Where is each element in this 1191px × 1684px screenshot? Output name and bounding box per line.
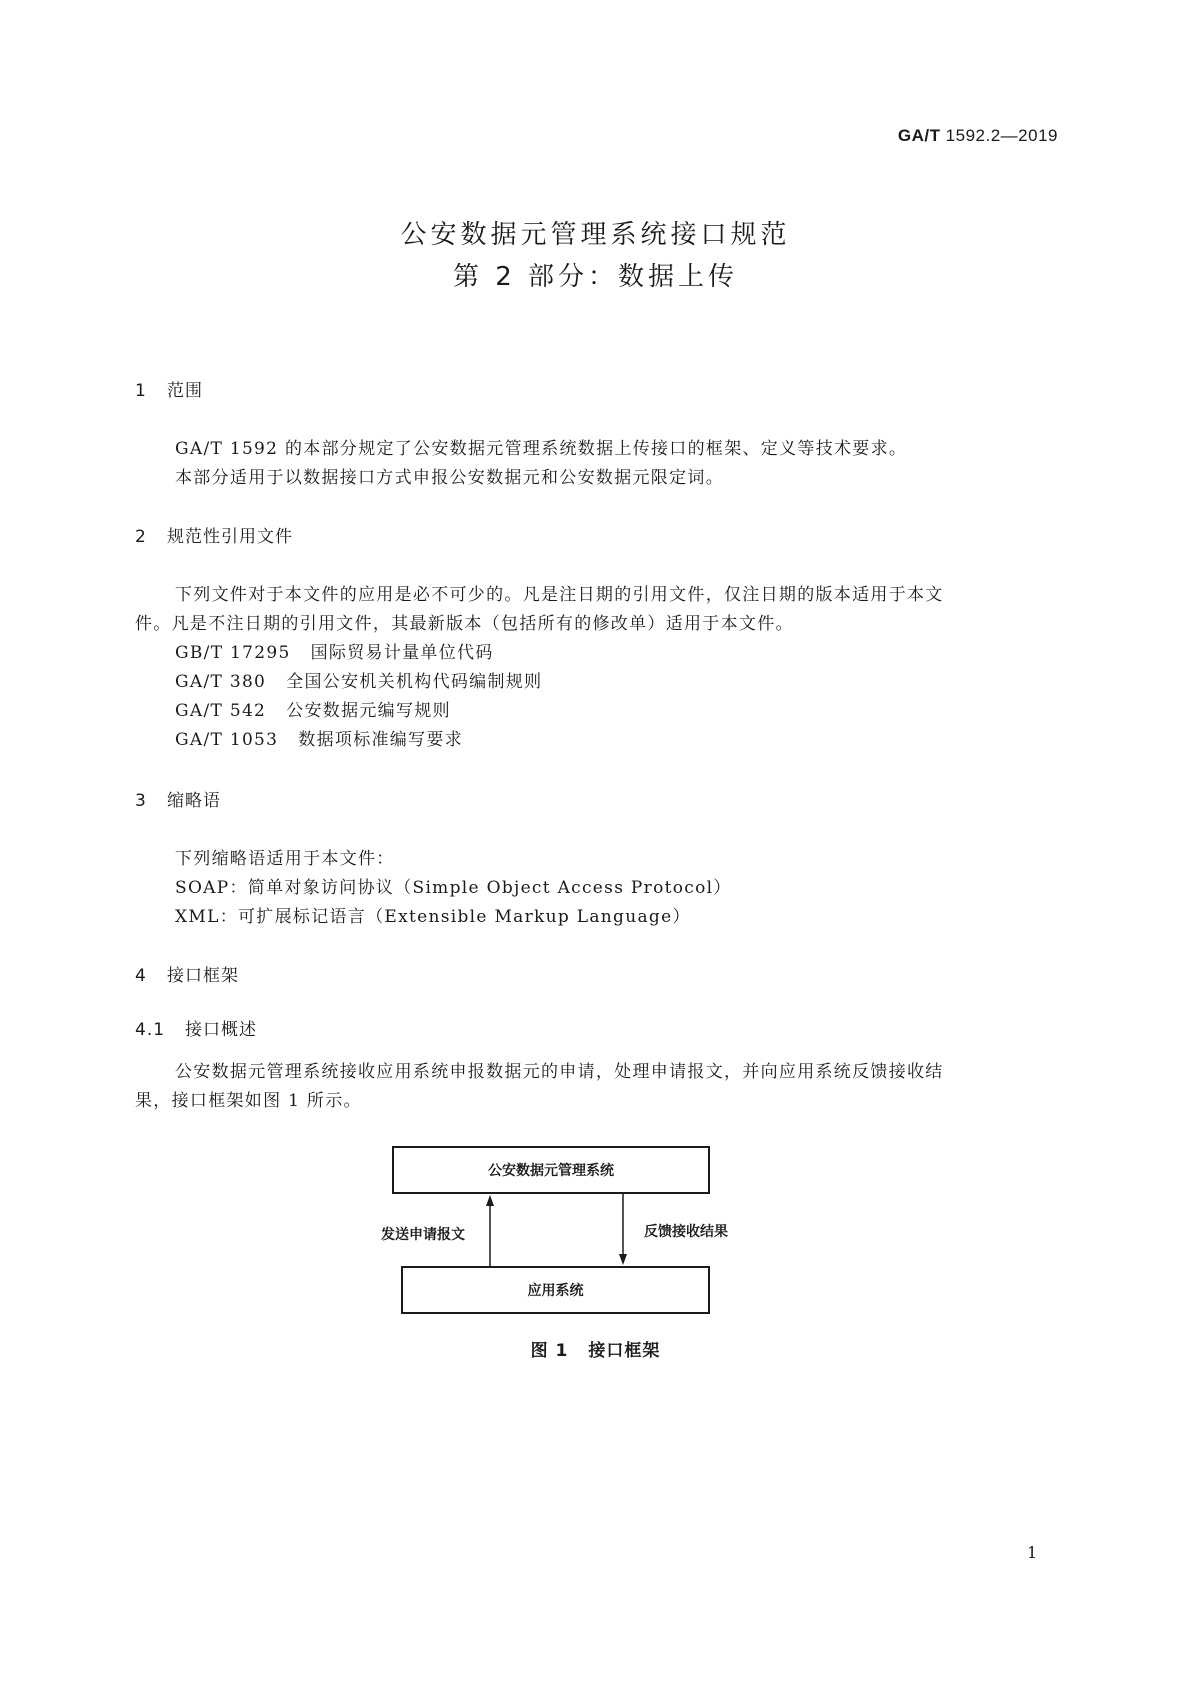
- arrow-label-feedback-result: 反馈接收结果: [644, 1224, 728, 1240]
- section-title: 规范性引用文件: [167, 527, 293, 547]
- document-title-line1: 公安数据元管理系统接口规范: [400, 220, 791, 250]
- reference-code: GA/T 380: [175, 672, 267, 692]
- section-number: 4: [135, 966, 147, 986]
- scope-paragraph-1: GA/T 1592 的本部分规定了公安数据元管理系统数据上传接口的框架、定义等技术要求。: [175, 439, 908, 459]
- section-number: 3: [135, 791, 147, 811]
- figure-caption: [0, 1336, 1191, 1361]
- standard-code-number: 1592.2—2019: [940, 126, 1058, 145]
- diagram-box-label: 公安数据元管理系统: [488, 1163, 614, 1179]
- reference-title: 全国公安机关机构代码编制规则: [286, 672, 543, 692]
- page-number: 1: [1027, 1543, 1038, 1562]
- overview-line1: 公安数据元管理系统接收应用系统申报数据元的申请，处理申请报文，并向应用系统反馈接收结: [175, 1062, 944, 1082]
- arrow-up-head: [486, 1195, 494, 1206]
- document-title-line2: 第 2 部分：数据上传: [452, 262, 739, 292]
- references-intro-line2: 件。凡是不注日期的引用文件，其最新版本（包括所有的修改单）适用于本文件。: [135, 614, 794, 634]
- abbreviations-intro: 下列缩略语适用于本文件：: [175, 849, 395, 869]
- figure-caption-number: 图 1: [530, 1341, 569, 1361]
- arrow-label-send-request: 发送申请报文: [381, 1227, 465, 1243]
- references-intro-line1: 下列文件对于本文件的应用是必不可少的。凡是注日期的引用文件，仅注日期的版本适用于本文: [175, 585, 944, 605]
- figure-caption-title: 接口框架: [588, 1341, 661, 1361]
- subsection-title: 接口概述: [185, 1020, 257, 1040]
- abbreviation-item: XML：可扩展标记语言（Extensible Markup Language）: [175, 907, 691, 927]
- section-title: 范围: [167, 381, 203, 401]
- section-title: 缩略语: [167, 791, 221, 811]
- reference-code: GA/T 1053: [175, 730, 279, 750]
- abbreviation-item: SOAP：简单对象访问协议（Simple Object Access Protocol）: [175, 878, 732, 898]
- standard-code-prefix: GA/T: [897, 126, 941, 145]
- reference-title: 数据项标准编写要求: [298, 730, 463, 750]
- subsection-number: 4.1: [135, 1020, 166, 1040]
- diagram-box-label: 应用系统: [527, 1283, 584, 1299]
- reference-code: GA/T 542: [175, 701, 267, 721]
- section-number: 2: [135, 527, 147, 547]
- section-title: 接口框架: [167, 966, 239, 986]
- reference-title: 国际贸易计量单位代码: [310, 643, 494, 663]
- reference-code: GB/T 17295: [175, 643, 291, 663]
- section-number: 1: [135, 381, 147, 401]
- scope-paragraph-2: 本部分适用于以数据接口方式申报公安数据元和公安数据元限定词。: [175, 468, 724, 488]
- reference-title: 公安数据元编写规则: [286, 701, 451, 721]
- arrow-down-head: [619, 1254, 627, 1265]
- overview-line2: 果，接口框架如图 1 所示。: [135, 1091, 362, 1111]
